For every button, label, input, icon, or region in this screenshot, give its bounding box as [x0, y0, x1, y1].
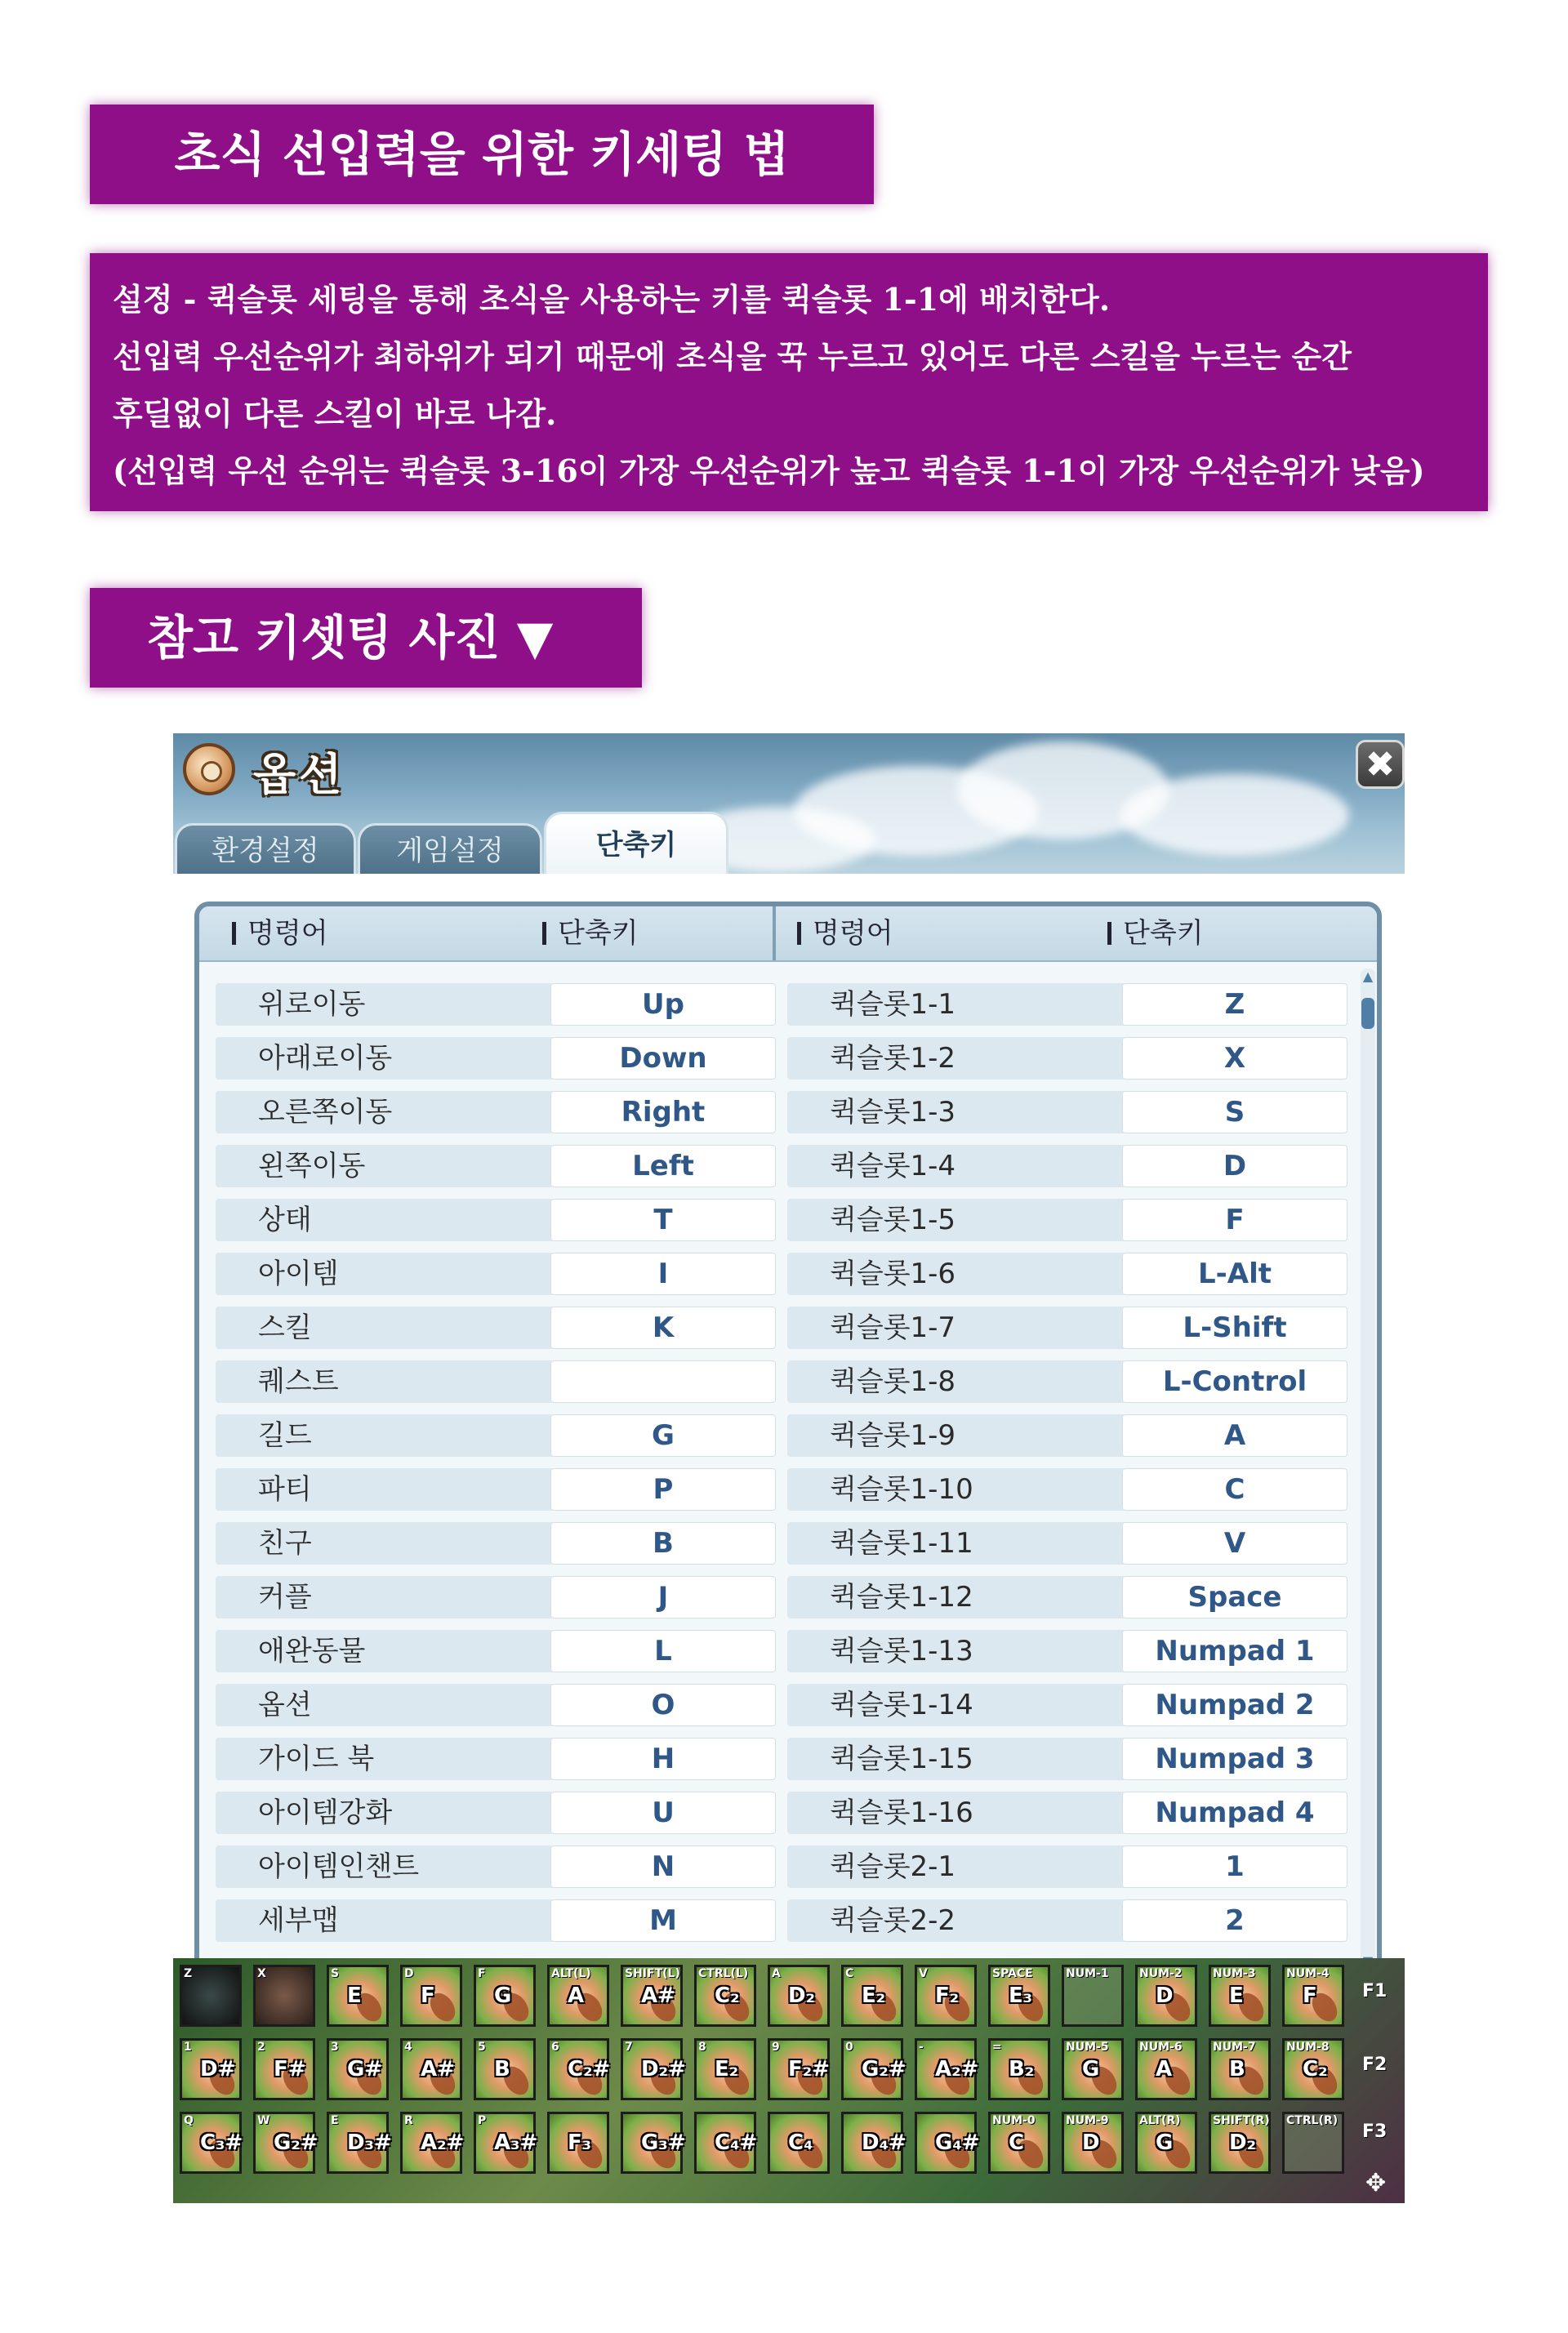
column-header-command: 명령어: [797, 906, 893, 960]
quickslot-hotkey: E: [331, 2114, 339, 2127]
shortcut-key-field[interactable]: I: [550, 1253, 776, 1295]
quickslot-hotkey: ALT(L): [551, 1967, 591, 1980]
command-label: 아이템강화: [216, 1792, 773, 1834]
quickslot-hotkey: SHIFT(R): [1213, 2114, 1270, 2127]
command-label: 세부맵: [216, 1899, 773, 1942]
shortcut-key-field[interactable]: A: [1122, 1414, 1348, 1457]
quickslot[interactable]: [621, 1965, 683, 2027]
quickslot[interactable]: [474, 2038, 536, 2100]
quickslot-note-label: G#: [347, 2057, 383, 2081]
quickslot-hotkey: P: [478, 2114, 487, 2127]
shortcut-key-field[interactable]: Up: [550, 983, 776, 1026]
shortcut-key-field[interactable]: Numpad 3: [1122, 1738, 1348, 1780]
quickslot-note-label: C₂#: [568, 2057, 611, 2081]
shortcut-key-field[interactable]: Numpad 1: [1122, 1630, 1348, 1672]
quickslot[interactable]: [1282, 2112, 1344, 2174]
quickslot-note-label: D: [1156, 1983, 1174, 2008]
quickslot-note-label: G₄#: [935, 2130, 980, 2155]
quickslot-hotkey: D: [404, 1967, 414, 1980]
option-window: [173, 733, 1405, 2203]
quickslot[interactable]: [915, 1965, 977, 2027]
command-label: 퀵슬롯1-8: [787, 1360, 1344, 1403]
quickslot-note-label: D₄#: [862, 2130, 906, 2155]
command-label: 퀵슬롯1-12: [787, 1576, 1344, 1618]
quickslot-hotkey: NUM-0: [992, 2114, 1036, 2127]
quickslot-note-label: F₂: [935, 1983, 960, 2008]
quickslot[interactable]: [988, 2112, 1050, 2174]
command-label: 파티: [216, 1468, 773, 1511]
quickslot-hotkey: NUM-1: [1066, 1967, 1109, 1980]
quickslot-bar: [173, 1958, 1405, 2203]
move-handle-icon[interactable]: ✥: [1365, 2169, 1387, 2197]
quickslot[interactable]: [474, 2112, 536, 2174]
quickslot-note-label: F₂#: [788, 2057, 830, 2081]
quickslot[interactable]: [694, 2038, 756, 2100]
command-label: 아이템인챈트: [216, 1845, 773, 1888]
quickslot[interactable]: [1282, 1965, 1344, 2027]
quickslot-hotkey: Z: [184, 1967, 193, 1980]
command-label: 상태: [216, 1199, 773, 1241]
quickslot-hotkey: NUM-6: [1139, 2041, 1183, 2054]
command-label: 퀵슬롯1-7: [787, 1307, 1344, 1349]
shortcut-key-field[interactable]: K: [550, 1307, 776, 1349]
command-label: 왼쪽이동: [216, 1145, 773, 1187]
quickslot[interactable]: [253, 2038, 315, 2100]
quickslot[interactable]: [1135, 2038, 1197, 2100]
shortcut-key-field[interactable]: L-Alt: [1122, 1253, 1348, 1295]
quickslot-note-label: G: [1082, 2057, 1100, 2081]
quickslot[interactable]: [915, 2112, 980, 2174]
quickslot-note-label: A#: [641, 1983, 675, 2008]
quickslot-hotkey: 6: [551, 2041, 559, 2054]
quickslot-note-label: E: [1229, 1983, 1244, 2008]
shortcut-key-field[interactable]: F: [1122, 1199, 1348, 1241]
command-label: 스킬: [216, 1307, 773, 1349]
command-label: 옵션: [216, 1684, 773, 1726]
shortcut-key-field[interactable]: 2: [1122, 1899, 1348, 1942]
quickslot[interactable]: [1135, 2112, 1197, 2174]
quickslot-note-label: G₂#: [274, 2130, 318, 2155]
quickslot-note-label: F#: [274, 2057, 306, 2081]
quickslot[interactable]: [621, 2112, 686, 2174]
column-header-command: 명령어: [232, 906, 328, 960]
shortcut-key-field[interactable]: Down: [550, 1037, 776, 1080]
command-label: 퀵슬롯1-2: [787, 1037, 1344, 1080]
shortcut-key-field[interactable]: N: [550, 1845, 776, 1888]
table-header: [199, 906, 1377, 962]
quickslot-hotkey: SPACE: [992, 1967, 1033, 1980]
command-label: 퀵슬롯1-9: [787, 1414, 1344, 1457]
quickslot[interactable]: [400, 2112, 465, 2174]
gear-icon: [183, 743, 235, 795]
shortcut-key-field[interactable]: Left: [550, 1145, 776, 1187]
quickslot[interactable]: [547, 2038, 609, 2100]
shortcut-key-field[interactable]: O: [550, 1684, 776, 1726]
quickslot-hotkey: C: [845, 1967, 854, 1980]
quickslot-hotkey: NUM-8: [1286, 2041, 1330, 2054]
quickslot-note-label: G: [494, 1983, 512, 2008]
shortcut-key-field[interactable]: B: [550, 1522, 776, 1565]
quickslot-note-label: D₂: [788, 1983, 815, 2008]
command-label: 오른쪽이동: [216, 1091, 773, 1133]
command-label: 가이드 북: [216, 1738, 773, 1780]
quickslot[interactable]: [1209, 2112, 1271, 2174]
quickslot-note-label: E: [347, 1983, 362, 2008]
shortcut-key-field[interactable]: L-Shift: [1122, 1307, 1348, 1349]
column-header-shortcut: 단축키: [542, 906, 639, 960]
quickslot[interactable]: [1282, 2038, 1344, 2100]
tab-game-settings[interactable]: 게임설정: [358, 823, 542, 874]
quickslot-note-label: F: [421, 1983, 435, 2008]
quickslot-hotkey: NUM-4: [1286, 1967, 1330, 1980]
command-label: 퀵슬롯1-6: [787, 1253, 1344, 1295]
quickslot-note-label: C₂: [1303, 2057, 1328, 2081]
command-label: 아이템: [216, 1253, 773, 1295]
scroll-thumb[interactable]: [1361, 998, 1374, 1029]
quickslot-hotkey: V: [919, 1967, 928, 1980]
shortcut-key-field[interactable]: C: [1122, 1468, 1348, 1511]
shortcut-key-field[interactable]: H: [550, 1738, 776, 1780]
quickslot-note-label: C: [1009, 2130, 1025, 2155]
quickslot-hotkey: 3: [331, 2041, 339, 2054]
command-label: 퀘스트: [216, 1360, 773, 1403]
quickslot-note-label: F₃: [568, 2130, 592, 2155]
command-label: 애완동물: [216, 1630, 773, 1672]
reference-heading: 참고 키셋팅 사진 ▼: [90, 588, 642, 688]
command-label: 길드: [216, 1414, 773, 1457]
quickslot[interactable]: [180, 1965, 242, 2027]
quickslot-note-label: G₂#: [862, 2057, 906, 2081]
quickslot[interactable]: [1062, 1965, 1124, 2027]
quickslot[interactable]: [694, 2112, 756, 2174]
window-title: 옵션: [253, 749, 345, 800]
quickslot-note-label: C₄#: [715, 2130, 758, 2155]
command-label: 퀵슬롯1-11: [787, 1522, 1344, 1565]
quickslot-note-label: B: [1229, 2057, 1245, 2081]
close-button[interactable]: ✖: [1356, 740, 1405, 789]
quickslot-note-label: D₃#: [347, 2130, 392, 2155]
shortcut-key-field[interactable]: L: [550, 1630, 776, 1672]
quickslot[interactable]: [474, 1965, 536, 2027]
scroll-up-icon[interactable]: ▲: [1362, 968, 1374, 984]
shortcut-key-field[interactable]: T: [550, 1199, 776, 1241]
tab-environment-settings[interactable]: 환경설정: [175, 823, 356, 874]
quickslot-hotkey: 9: [772, 2041, 780, 2054]
quickslot[interactable]: [841, 2038, 906, 2100]
quickslot[interactable]: [180, 2038, 242, 2100]
quickslot-hotkey: =: [992, 2041, 1002, 2054]
quickslot-hotkey: 1: [184, 2041, 192, 2054]
quickslot[interactable]: [547, 1965, 609, 2027]
command-label: 친구: [216, 1522, 773, 1565]
quickslot-hotkey: CTRL(R): [1286, 2114, 1339, 2127]
quickslot[interactable]: [400, 1965, 462, 2027]
quickslot-hotkey: A: [772, 1967, 781, 1980]
quickslot-note-label: D: [1082, 2130, 1100, 2155]
quickslot[interactable]: [841, 2112, 906, 2174]
command-label: 퀵슬롯1-5: [787, 1199, 1344, 1241]
quickslot-note-label: A: [568, 1983, 585, 2008]
quickslot[interactable]: [327, 1965, 389, 2027]
quickslot[interactable]: [621, 2038, 686, 2100]
quickslot-hotkey: 5: [478, 2041, 486, 2054]
description-line: (선입력 우선 순위는 퀵슬롯 3-16이 가장 우선순위가 높고 퀵슬롯 1-1이 가장 우선순위가 낮음): [113, 452, 1425, 489]
quickslot-hotkey: 7: [625, 2041, 633, 2054]
quickslot-hotkey: NUM-7: [1213, 2041, 1256, 2054]
shortcut-key-field[interactable]: 1: [1122, 1845, 1348, 1888]
quickslot-note-label: G₃#: [641, 2130, 686, 2155]
quickslot-hotkey: CTRL(L): [698, 1967, 749, 1980]
quickslot-hotkey: 2: [257, 2041, 265, 2054]
quickslot-hotkey: NUM-2: [1139, 1967, 1183, 1980]
command-label: 위로이동: [216, 983, 773, 1026]
quickslot-note-label: F: [1303, 1983, 1317, 2008]
shortcut-key-field[interactable]: G: [550, 1414, 776, 1457]
tab-shortcut-keys[interactable]: 단축키: [544, 812, 728, 874]
quickslot-hotkey: 4: [404, 2041, 412, 2054]
quickslot[interactable]: [180, 2112, 242, 2174]
shortcut-key-field[interactable]: U: [550, 1792, 776, 1834]
shortcut-key-field[interactable]: Numpad 2: [1122, 1684, 1348, 1726]
quickslot-page-label[interactable]: F1: [1362, 1981, 1388, 2001]
quickslot-hotkey: 0: [845, 2041, 853, 2054]
command-label: 퀵슬롯1-10: [787, 1468, 1344, 1511]
quickslot[interactable]: [327, 2112, 392, 2174]
shortcut-key-field[interactable]: Space: [1122, 1576, 1348, 1618]
description-line: 설정 - 퀵슬롯 세팅을 통해 초식을 사용하는 키를 퀵슬롯 1-1에 배치한다.: [113, 281, 1111, 318]
quickslot[interactable]: [988, 1965, 1050, 2027]
quickslot[interactable]: [1062, 2112, 1124, 2174]
quickslot[interactable]: [768, 2112, 830, 2174]
page-title: 초식 선입력을 위한 키세팅 법: [90, 105, 874, 204]
quickslot-note-label: D₂: [1229, 2130, 1256, 2155]
quickslot-hotkey: X: [257, 1967, 266, 1980]
window-titlebar[interactable]: [173, 733, 1405, 874]
quickslot-hotkey: R: [404, 2114, 413, 2127]
shortcut-key-field[interactable]: [550, 1360, 776, 1403]
quickslot-page-label[interactable]: F2: [1362, 2055, 1388, 2075]
shortcut-key-field[interactable]: Right: [550, 1091, 776, 1133]
quickslot[interactable]: [253, 1965, 315, 2027]
command-label: 아래로이동: [216, 1037, 773, 1080]
quickslot-note-label: A#: [421, 2057, 455, 2081]
quickslot-hotkey: SHIFT(L): [625, 1967, 680, 1980]
shortcut-key-field[interactable]: M: [550, 1899, 776, 1942]
shortcut-key-field[interactable]: S: [1122, 1091, 1348, 1133]
command-label: 퀵슬롯1-4: [787, 1145, 1344, 1187]
shortcut-key-field[interactable]: D: [1122, 1145, 1348, 1187]
quickslot-note-label: A₃#: [494, 2130, 538, 2155]
quickslot-note-label: C₃#: [200, 2130, 243, 2155]
description-line: 선입력 우선순위가 최하위가 되기 때문에 초식을 꾹 누르고 있어도 다른 스킬을 누르는 순간: [113, 338, 1352, 375]
quickslot[interactable]: [768, 1965, 830, 2027]
header-divider: [773, 906, 776, 960]
quickslot[interactable]: [1062, 2038, 1124, 2100]
quickslot-note-label: E₂: [715, 2057, 739, 2081]
quickslot[interactable]: [988, 2038, 1050, 2100]
quickslot-note-label: E₃: [1009, 1983, 1033, 2008]
quickslot-note-label: E₂: [862, 1983, 886, 2008]
shortcut-key-field[interactable]: J: [550, 1576, 776, 1618]
quickslot-hotkey: NUM-9: [1066, 2114, 1109, 2127]
quickslot[interactable]: [1209, 2038, 1271, 2100]
quickslot-note-label: D₂#: [641, 2057, 686, 2081]
command-label: 퀵슬롯1-13: [787, 1630, 1344, 1672]
scrollbar[interactable]: [1361, 968, 1375, 1971]
quickslot[interactable]: [694, 1965, 756, 2027]
command-label: 커플: [216, 1576, 773, 1618]
quickslot-hotkey: F: [478, 1967, 486, 1980]
quickslot-note-label: A₂#: [421, 2130, 465, 2155]
command-label: 퀵슬롯1-3: [787, 1091, 1344, 1133]
shortcut-key-field[interactable]: X: [1122, 1037, 1348, 1080]
quickslot[interactable]: [547, 2112, 609, 2174]
quickslot-note-label: B: [494, 2057, 510, 2081]
shortcut-key-field[interactable]: Z: [1122, 983, 1348, 1026]
quickslot-note-label: C₂: [715, 1983, 740, 2008]
quickslot-page-label[interactable]: F3: [1362, 2122, 1388, 2142]
quickslot[interactable]: [253, 2112, 318, 2174]
command-label: 퀵슬롯1-15: [787, 1738, 1344, 1780]
column-header-shortcut: 단축키: [1107, 906, 1204, 960]
quickslot-hotkey: Q: [184, 2114, 194, 2127]
quickslot-note-label: C₄: [788, 2130, 813, 2155]
quickslot[interactable]: [1209, 1965, 1271, 2027]
shortcut-panel: [194, 902, 1382, 1978]
quickslot-note-label: B₂: [1009, 2057, 1035, 2081]
quickslot-hotkey: NUM-5: [1066, 2041, 1109, 2054]
quickslot[interactable]: [768, 2038, 830, 2100]
quickslot[interactable]: [841, 1965, 903, 2027]
command-label: 퀵슬롯1-14: [787, 1684, 1344, 1726]
command-label: 퀵슬롯1-1: [787, 983, 1344, 1026]
command-label: 퀵슬롯1-16: [787, 1792, 1344, 1834]
quickslot-note-label: D#: [200, 2057, 236, 2081]
quickslot-hotkey: 8: [698, 2041, 706, 2054]
shortcut-key-field[interactable]: V: [1122, 1522, 1348, 1565]
shortcut-key-field[interactable]: P: [550, 1468, 776, 1511]
command-label: 퀵슬롯2-1: [787, 1845, 1344, 1888]
quickslot[interactable]: [1135, 1965, 1197, 2027]
quickslot[interactable]: [915, 2038, 977, 2100]
quickslot-note-label: A₂#: [935, 2057, 979, 2081]
quickslot-note-label: A: [1156, 2057, 1173, 2081]
quickslot-hotkey: S: [331, 1967, 340, 1980]
description-line: 후딜없이 다른 스킬이 바로 나감.: [113, 395, 557, 432]
quickslot-hotkey: NUM-3: [1213, 1967, 1256, 1980]
shortcut-key-field[interactable]: Numpad 4: [1122, 1792, 1348, 1834]
quickslot-hotkey: W: [257, 2114, 270, 2127]
quickslot-hotkey: ALT(R): [1139, 2114, 1181, 2127]
quickslot-note-label: G: [1156, 2130, 1174, 2155]
shortcut-key-field[interactable]: L-Control: [1122, 1360, 1348, 1403]
quickslot[interactable]: [400, 2038, 462, 2100]
quickslot-hotkey: -: [919, 2041, 924, 2054]
description-box: [90, 253, 1488, 511]
command-label: 퀵슬롯2-2: [787, 1899, 1344, 1942]
quickslot[interactable]: [327, 2038, 389, 2100]
